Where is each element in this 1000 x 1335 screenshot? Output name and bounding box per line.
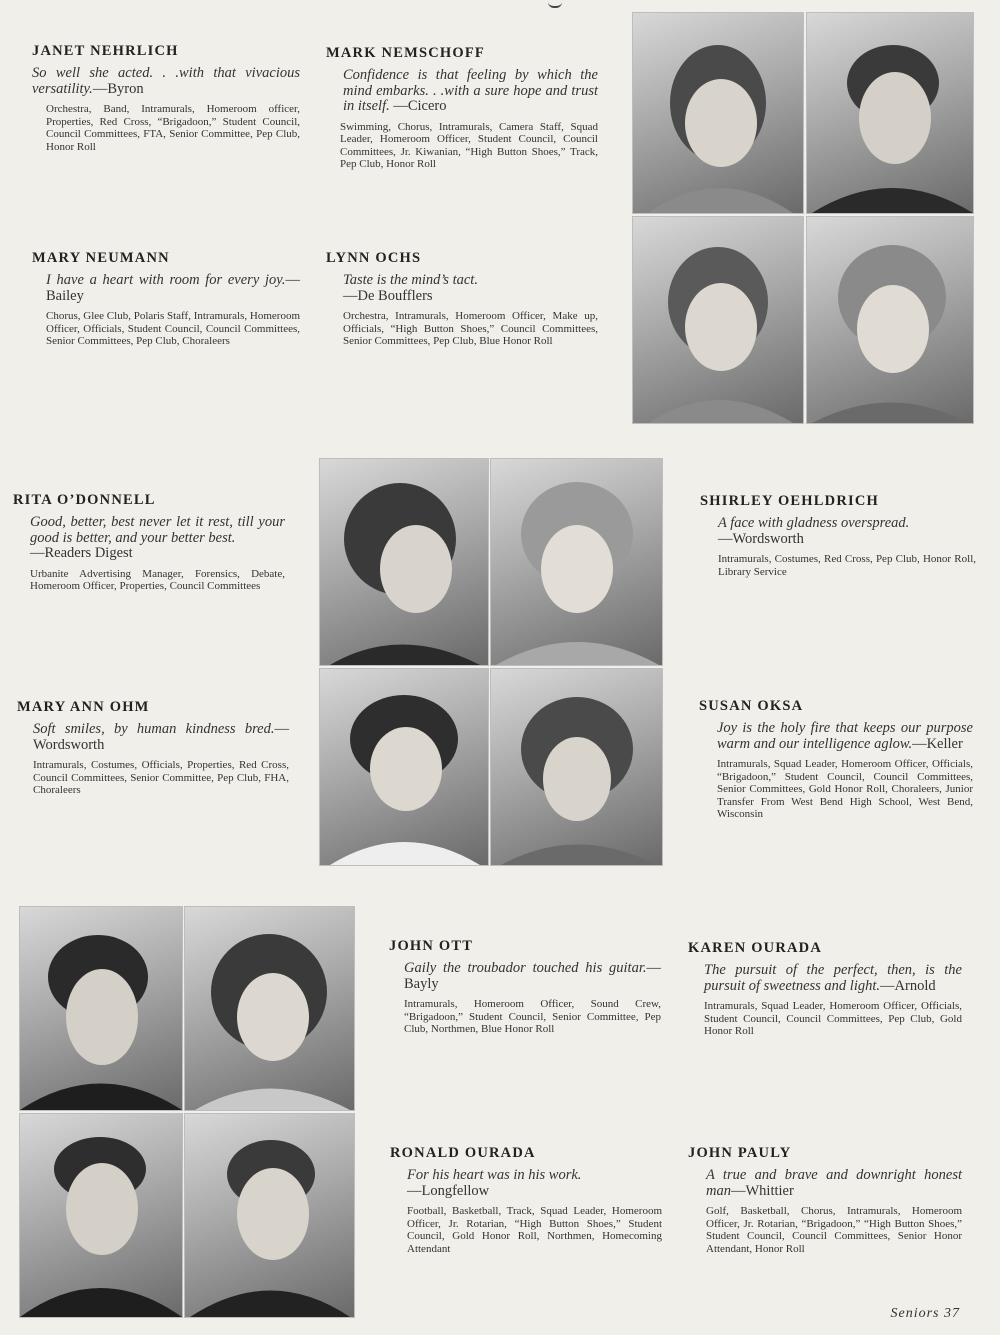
senior-activities: Chorus, Glee Club, Polaris Staff, Intramurals, Homeroom Officer, Officials, Student Council, Council Committees, Senior Committees, Pep Club, Choraleers: [46, 310, 300, 347]
senior-activities: Intramurals, Squad Leader, Homeroom Officer, Officials, Student Council, Council Committees, Pep Club, Gold Honor Roll: [704, 1000, 962, 1037]
portrait-icon: [20, 907, 182, 1110]
senior-quote: Good, better, best never let it rest, till your good is better, and your better best. —Readers Digest: [30, 514, 285, 561]
portrait-icon: [807, 217, 973, 423]
portrait-icon: [320, 669, 488, 865]
senior-name: MARK NEMSCHOFF: [326, 45, 485, 61]
senior-quote: A face with gladness overspread. —Wordsworth: [718, 515, 910, 547]
quote-author: —De Boufflers: [343, 287, 433, 304]
senior-name: MARY ANN OHM: [17, 699, 150, 715]
senior-entry-ronald-ourada: [390, 1145, 662, 1255]
quote-author: —Bayly: [404, 960, 661, 992]
page-footer: Seniors 37: [890, 1306, 960, 1321]
senior-name: SHIRLEY OEHLDRICH: [700, 493, 879, 509]
senior-activities: Intramurals, Squad Leader, Homeroom Officer, Officials, “Brigadoon,” Student Council, Council Committees, Senior Committees, Gold Honor Roll, Choraleers, Junior Transfer From West Bend High School, West Bend, Wisconsin: [717, 758, 973, 820]
portrait-icon: [633, 217, 803, 423]
senior-activities: Orchestra, Intramurals, Homeroom Officer, Make up, Officials, “High Button Shoes,” Council Committees, Senior Committees, Pep Club, Blue Honor Roll: [343, 310, 598, 347]
senior-name: JOHN OTT: [389, 938, 474, 954]
senior-entry-nehrlich: [32, 43, 300, 153]
quote-author: —Whittier: [730, 1182, 794, 1199]
portrait-icon: [185, 1114, 354, 1317]
senior-name: MARY NEUMANN: [32, 250, 170, 266]
senior-activities: Urbanite Advertising Manager, Forensics, Debate, Homeroom Officer, Properties, Council Committees: [30, 567, 285, 592]
senior-quote: For his heart was in his work. —Longfellow: [407, 1167, 582, 1199]
quote-author: —Wordsworth: [718, 530, 804, 547]
quote-author: —Arnold: [880, 977, 936, 994]
portrait-icon: [320, 459, 488, 665]
portrait-icon: [491, 459, 662, 665]
portrait-photo: [19, 1113, 183, 1318]
portrait-icon: [20, 1114, 182, 1317]
senior-activities: Golf, Basketball, Chorus, Intramurals, Homeroom Officer, Jr. Rotarian, “Brigadoon,” “High Button Shoes,” Student Council, Council Committees, Senior Honor Attendant, Honor Roll: [706, 1205, 962, 1255]
quote-author: —Wordsworth: [33, 721, 289, 753]
senior-quote: So well she acted. . .with that vivacious versatility.—Byron: [32, 65, 300, 97]
senior-activities: Swimming, Chorus, Intramurals, Camera Staff, Squad Leader, Homeroom Officer, Student Council, Council Committees, Jr. Kiwanian, “High Button Shoes,” Track, Pep Club, Honor Roll: [340, 120, 598, 170]
quote-author: —Byron: [92, 80, 144, 97]
senior-quote: A true and brave and downright honest man—Whittier: [706, 1167, 962, 1199]
quote-author: —Readers Digest: [30, 545, 133, 561]
senior-name: KAREN OURADA: [688, 940, 823, 956]
senior-activities: Intramurals, Homeroom Officer, Sound Crew, “Brigadoon,” Student Council, Senior Committee, Pep Club, Northmen, Blue Honor Roll: [404, 998, 661, 1035]
senior-entry-oehldrich: [700, 493, 976, 578]
senior-quote: Gaily the troubador touched his guitar.—Bayly: [404, 960, 661, 992]
senior-name: RITA O’DONNELL: [13, 492, 156, 508]
portrait-photo: [184, 1113, 355, 1318]
portrait-photo: [19, 906, 183, 1111]
senior-name: RONALD OURADA: [390, 1145, 536, 1161]
portrait-photo: [490, 668, 663, 866]
senior-activities: Football, Basketball, Track, Squad Leader, Homeroom Officer, Jr. Rotarian, “High Button Shoes,” Student Council, Gold Honor Roll, Northmen, Homecoming Attendant: [407, 1205, 662, 1255]
senior-entry-ohm: [17, 699, 289, 797]
senior-entry-pauly: [688, 1145, 962, 1255]
senior-name: JANET NEHRLICH: [32, 43, 179, 59]
portrait-icon: [185, 907, 354, 1110]
senior-quote: Confidence is that feeling by which the mind embarks. . .with a sure hope and trust in itself. —Cicero: [343, 67, 598, 114]
senior-quote: Taste is the mind’s tact. —De Boufflers: [343, 272, 478, 304]
senior-entry-neumann: [32, 250, 300, 348]
portrait-icon: [807, 13, 973, 213]
senior-activities: Intramurals, Costumes, Red Cross, Pep Club, Honor Roll, Library Service: [718, 553, 976, 578]
senior-quote: I have a heart with room for every joy.—Bailey: [46, 272, 300, 304]
quote-author: —Longfellow: [407, 1182, 490, 1199]
quote-author: —Bailey: [46, 272, 300, 304]
quote-author: —Keller: [912, 735, 963, 752]
portrait-photo: [806, 12, 974, 214]
senior-entry-ochs: [326, 250, 598, 348]
portrait-photo: [806, 216, 974, 424]
portrait-photo: [184, 906, 355, 1111]
quote-author: —Cicero: [393, 98, 447, 114]
portrait-icon: [633, 13, 803, 213]
portrait-photo: [319, 668, 489, 866]
senior-entry-ott: [389, 938, 661, 1036]
portrait-photo: [632, 216, 804, 424]
senior-name: JOHN PAULY: [688, 1145, 792, 1161]
top-edge-mark: [548, 0, 562, 8]
senior-quote: Soft smiles, by human kindness bred.—Wordsworth: [33, 721, 289, 753]
senior-entry-karen-ourada: [688, 940, 962, 1038]
senior-entry-oksa: [699, 698, 973, 821]
senior-entry-odonnell: [13, 492, 285, 593]
portrait-photo: [319, 458, 489, 666]
senior-quote: The pursuit of the perfect, then, is the pursuit of sweetness and light.—Arnold: [704, 962, 962, 994]
senior-entry-nemschoff: [326, 45, 598, 171]
portrait-photo: [632, 12, 804, 214]
senior-name: LYNN OCHS: [326, 250, 422, 266]
senior-activities: Intramurals, Costumes, Officials, Properties, Red Cross, Council Committees, Senior Committee, Pep Club, FHA, Choraleers: [33, 759, 289, 796]
senior-quote: Joy is the holy fire that keeps our purpose warm and our intelligence aglow.—Keller: [717, 720, 973, 752]
portrait-icon: [491, 669, 662, 865]
portrait-photo: [490, 458, 663, 666]
senior-activities: Orchestra, Band, Intramurals, Homeroom officer, Properties, Red Cross, “Brigadoon,” Student Council, Council Committees, FTA, Senior Committee, Pep Club, Honor Roll: [46, 103, 300, 153]
senior-name: SUSAN OKSA: [699, 698, 804, 714]
